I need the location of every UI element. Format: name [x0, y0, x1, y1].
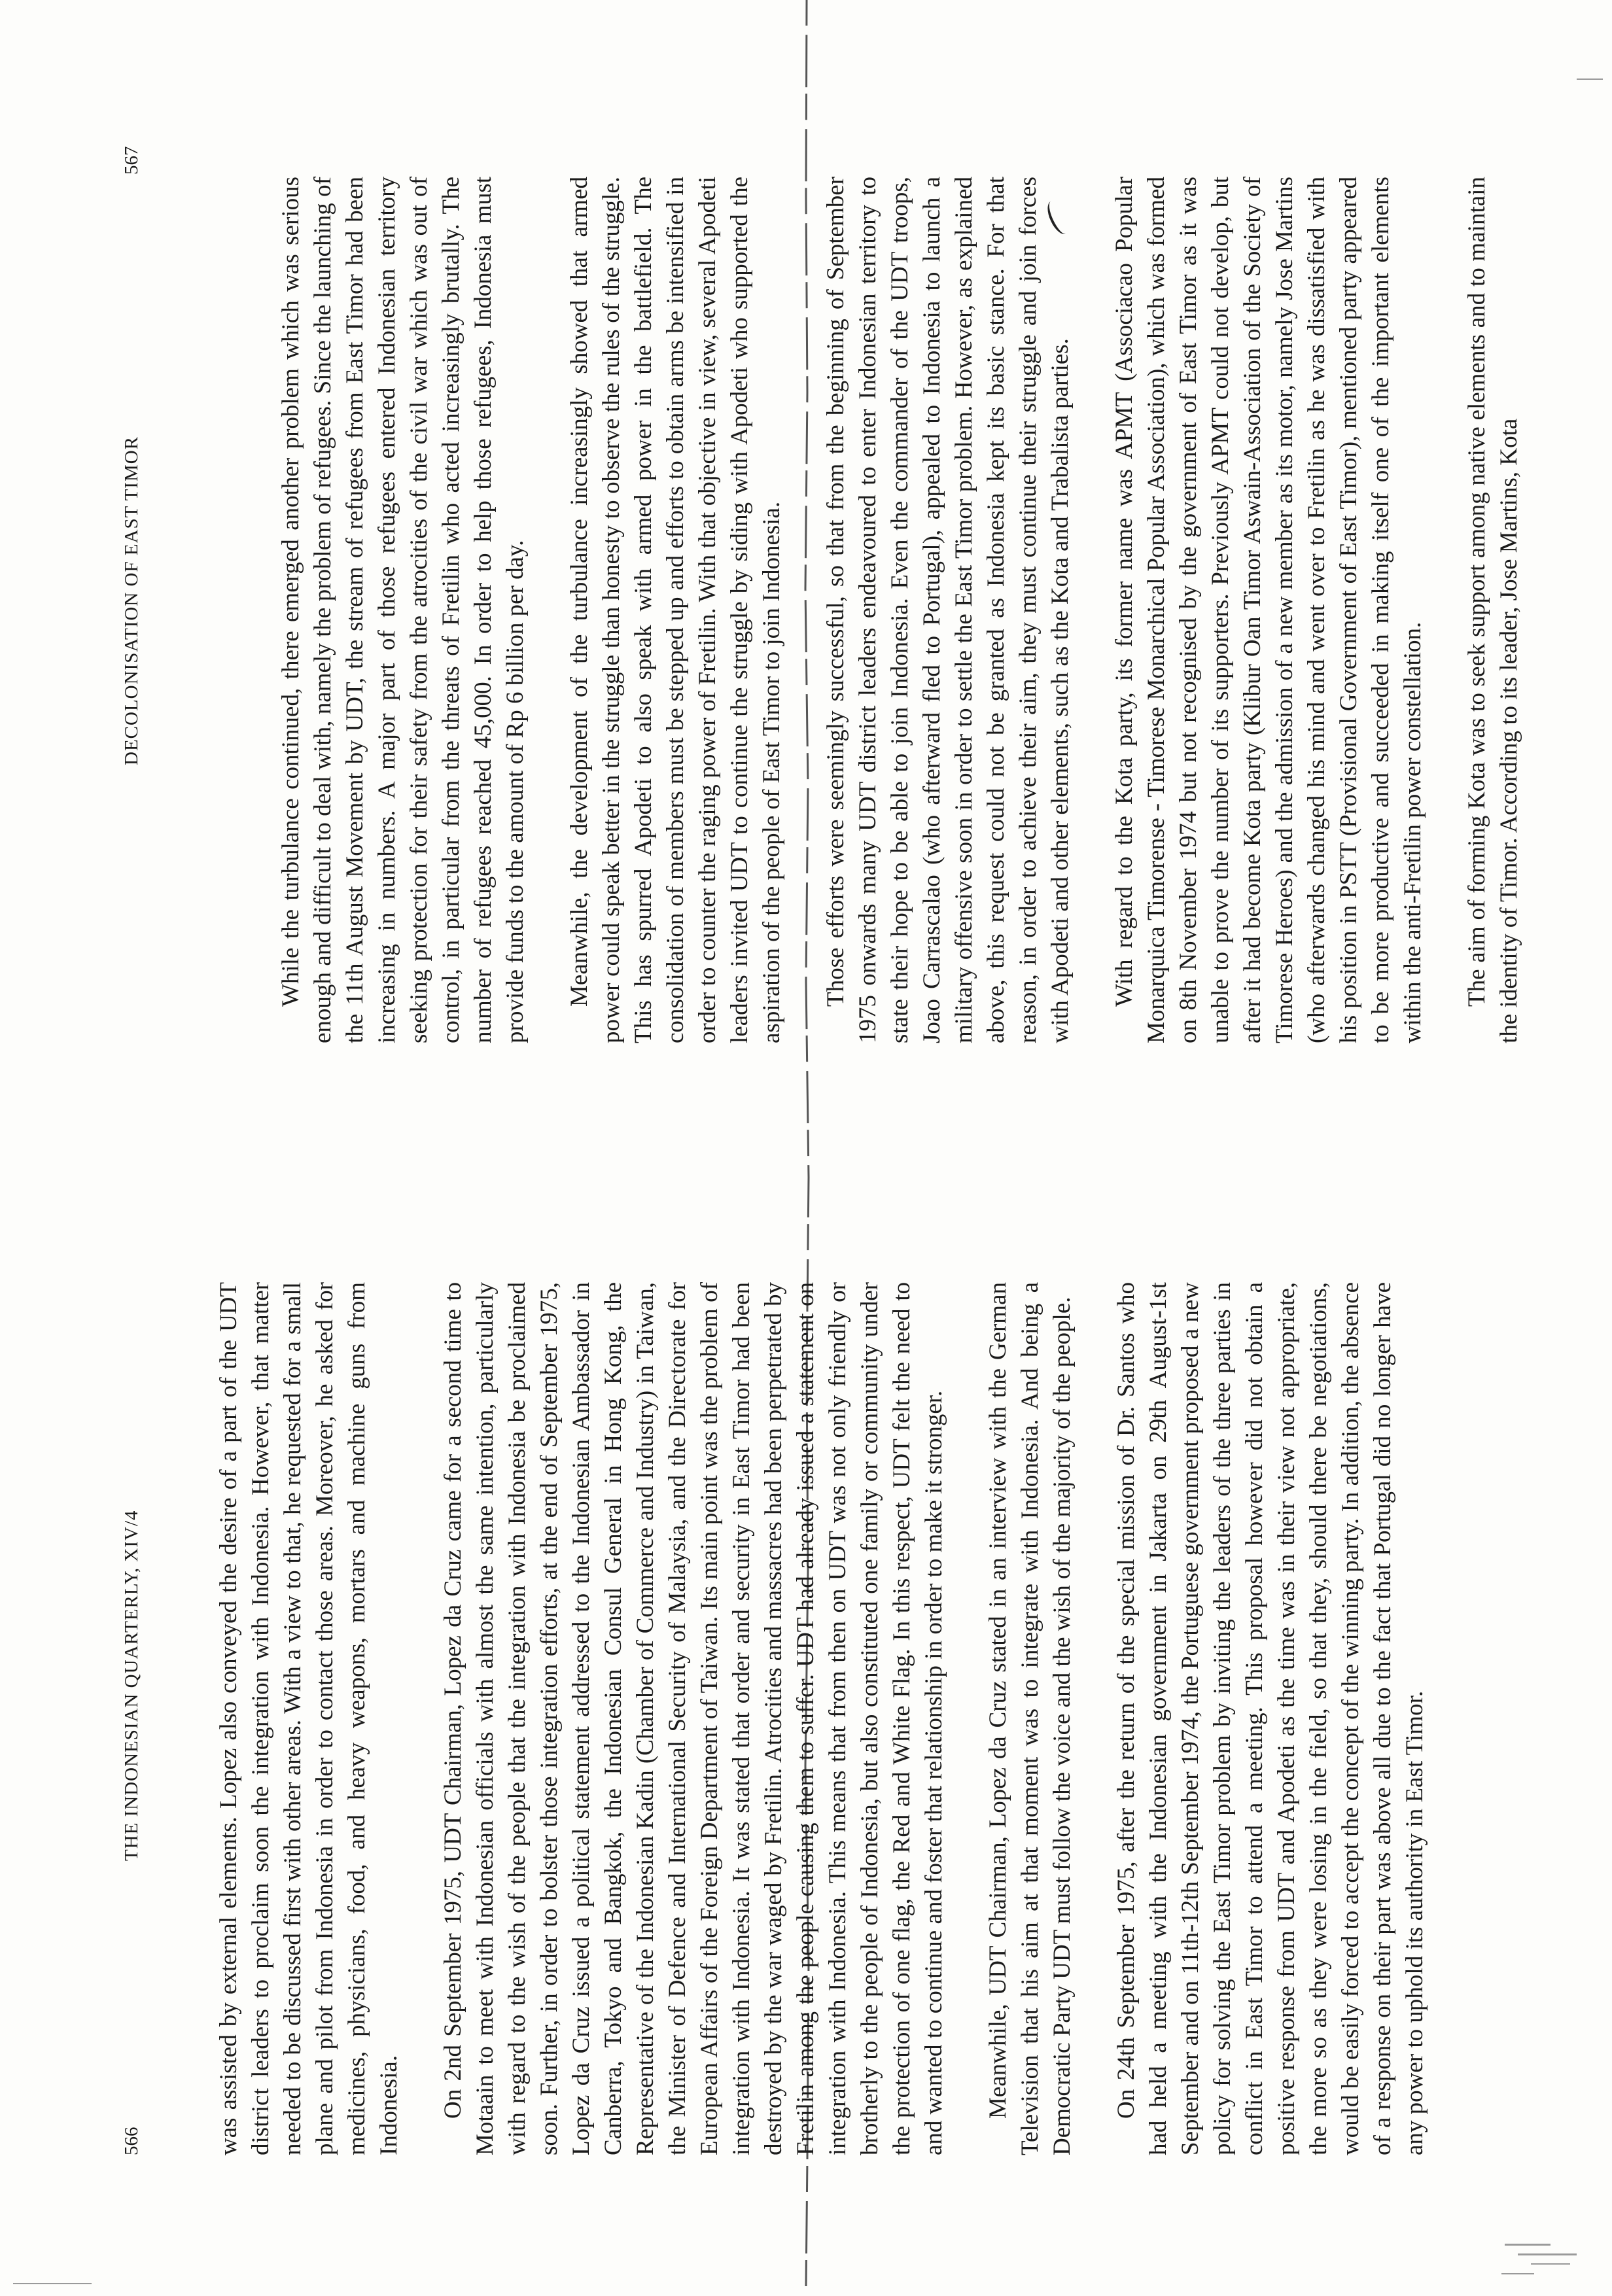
- paragraph: While the turbulance continued, there emerged another problem which was serious enough and difficult to deal with, namely the problem of refugees. Since the launching of the 11th August Movement by UDT, the stream of refugees from East Timor had been increasing in numbers. A major part of those refugees entered Indonesian territory seeking protection for their safety from the atrocities of the civil war which was out of control, in particular from the threats of Fretilin who acted increasingly brutally. The number of refugees reached 45,000. In order to help those refugees, Indonesia must provide funds to the amount of Rp 6 billion per day.: [277, 177, 529, 1043]
- page-number: 566: [121, 2127, 142, 2155]
- left-page: [0, 1148, 1612, 2296]
- paragraph: was assisted by external elements. Lopez also conveyed the desire of a part of the UDT district leaders to proclaim soon the integration with Indonesia. However, that matter needed to be discussed first with other areas. With a view to that, he requested for a small plane and pilot from Indonesia in order to contact those areas. Moreover, he asked for medicines, physicians, food, and heavy weapons, mortars and machine guns from Indonesia.: [215, 1282, 402, 2155]
- page-number: 567: [121, 146, 142, 175]
- paragraph: Meanwhile, UDT Chairman, Lopez da Cruz stated in an interview with the German Television that his aim at that moment was to integrate with Indonesia. And being a Democratic Party UDT must follow the voice and the wish of the majority of the people.: [985, 1282, 1076, 2155]
- paragraph: Those efforts were seemingly successful, so that from the beginning of September 1975 onwards many UDT district leaders endeavoured to enter Indonesian territory to state their hope to be able to join Indonesia. Even the commander of the UDT troops, Joao Carrascalao (who afterward fled to Portugal), appealed to Indonesia to launch a military offensive soon in order to settle the East Timor problem. However, as explained above, this request could not be granted as Indonesia kept its basic stance. For that reason, in order to achieve their aim, they must continue their struggle and join forces with Apodeti and other elements, such as the Kota and Trabalista parties.: [822, 177, 1074, 1043]
- text-column: [213, 1282, 1463, 2155]
- paragraph: Meanwhile, the development of the turbulance increasingly showed that armed power could speak better in the struggle than honesty to observe the rules of the struggle. This has spurred Apodeti to also speak with armed power in the battlefield. The consolidation of members must be stepped up and efforts to obtain arms be intensified in order to counter the raging power of Fretilin. With that objective in view, several Apodeti leaders invited UDT to continue the struggle by siding with Apodeti who supported the aspiration of the people of East Timor to join Indonesia.: [566, 177, 785, 1043]
- paragraph: On 24th September 1975, after the return of the special mission of Dr. Santos who had held a meeting with the Indonesian government in Jakarta on 29th August-1st September and on 11th-12th September 1974, the Portuguese government proposed a new policy for solving the East Timor problem by inviting the leaders of the three parties in conflict in East Timor to attend a meeting. This proposal however did not obtain a positive response from UDT and Apodeti as the time was in their view not appropriate, the more so as they were losing in the field, so that they, should there be negotiations, would be easily forced to accept the concept of the winning party. In addition, the absence of a response on their part was above all due to the fact that Portugal did no longer have any power to uphold its authority in East Timor.: [1113, 1282, 1428, 2155]
- text-column: [275, 177, 1557, 1043]
- paragraph: The aim of forming Kota was to seek support among native elements and to maintain the identity of Timor. According to its leader, Jose Martins, Kota: [1463, 177, 1522, 1043]
- paragraph: With regard to the Kota party, its former name was APMT (Associacao Popular Monarquica Timorense - Timorese Monarchical Popular Association), which was formed on 8th November 1974 but not recognised by the government of East Timor as it was unable to prove the number of its supporters. Previously APMT could not develop, but after it had become Kota party (Klibur Oan Timor Aswain-Association of the Society of Timorese Heroes) and the admission of a new member as its motor, namely Jose Martins (who afterwards changed his mind and went over to Fretilin as he was dissatisfied with his position in PSTT (Provisional Government of East Timor), mentioned party appeared to be more productive and succeeded in making itself one of the important elements within the anti-Fretilin power constellation.: [1111, 177, 1426, 1043]
- paragraph: On 2nd September 1975, UDT Chairman, Lopez da Cruz came for a second time to Motaain to meet with Indonesian officials with almost the same intention, particularly with regard to the wish of the people that the integration with Indonesia be proclaimed soon. Further, in order to bolster those integration efforts, at the end of September 1975, Lopez da Cruz issued a political statement addressed to the Indonesian Ambassador in Canberra, Tokyo and Bangkok, the Indonesian Consul General in Hong Kong, the Representative of the Indonesian Kadin (Chamber of Commerce and Industry) in Taiwan, the Minister of Defence and International Security of Malaysia, and the Directorate for European Affairs of the Foreign Department of Taiwan. Its main point was the problem of integration with Indonesia. It was stated that order and security in East Timor had been destroyed by the war waged by Fretilin. Atrocities and massacres had been perpetrated by Fretilin among the people causing them to suffer. UDT had already issued a statement on integration with Indonesia. This means that from then on UDT was not only friendly or brotherly to the people of Indonesia, but also constituted one family or community under the protection of one flag, the Red and White Flag. In this respect, UDT felt the need to and wanted to continue and foster that relationship in order to make it stronger.: [440, 1282, 947, 2155]
- running-head: THE INDONESIAN QUARTERLY, XIV/4: [121, 1510, 142, 1861]
- running-head: DECOLONISATION OF EAST TIMOR: [121, 436, 142, 765]
